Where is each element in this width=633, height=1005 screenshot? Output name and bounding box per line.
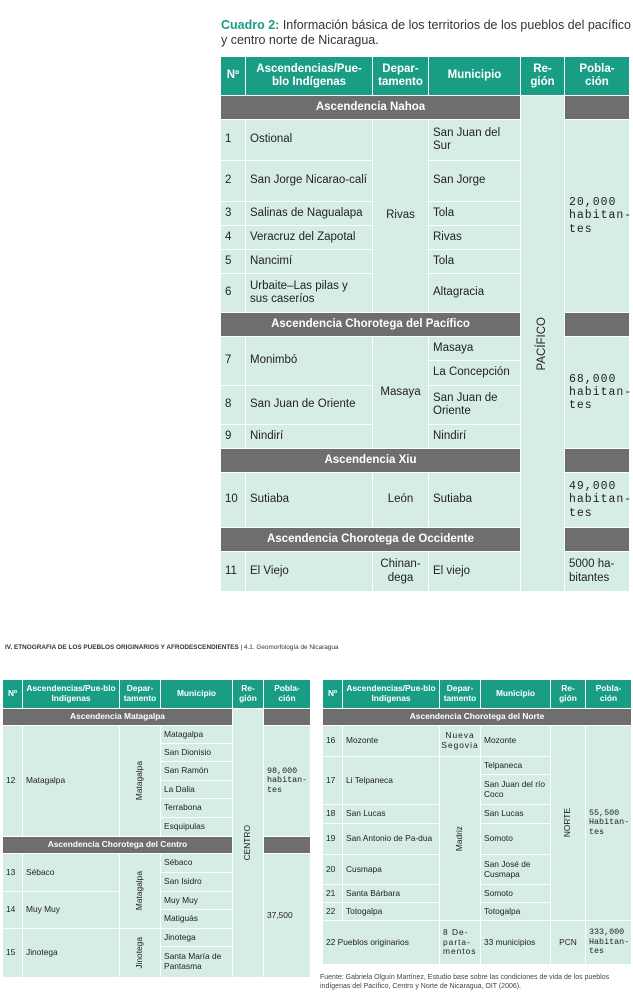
col-header-poblacion: Pobla-ción [586,680,631,708]
row-municipio: Somoto [481,885,550,902]
row-pueblo: El Viejo [246,552,372,591]
departamento-label: Madriz [454,825,465,852]
departamento-cell: Masaya [373,337,428,448]
row-num: 11 [221,552,245,591]
group-header-pad [264,837,310,853]
col-header-num: Nº [221,57,245,95]
poblacion-cell: 55,500 Habitan-tes [586,726,631,920]
row-municipio: Masaya [429,337,520,360]
row-pueblo: Totogalpa [343,903,439,920]
col-header-pueblo: Ascendencias/Pue-blo Indígenas [23,680,119,708]
row-pueblo: San Antonio de Pa-dua [343,824,439,854]
row-num: 22 [323,903,342,920]
table-title-label: Cuadro 2: [221,18,280,32]
row-municipio: Rivas [429,226,520,249]
departamento-cell [440,757,480,920]
total-num: 22 [326,936,336,947]
row-num: 8 [221,386,245,424]
total-departamentos: 8 De-parta-mentos [440,921,480,964]
table-title-text: Información básica de los territorios de los pueblos del pacífico y centro norte de Nicaragua. [221,18,631,47]
row-municipio: Sébaco [161,854,232,872]
row-num: 4 [221,226,245,249]
row-num: 15 [3,929,22,977]
row-pueblo: Veracruz del Zapotal [246,226,372,249]
row-municipio: Terrabona [161,799,232,817]
total-pueblos [323,921,439,964]
row-pueblo: Sébaco [23,854,119,891]
row-municipio: Sutiaba [429,473,520,527]
row-num: 9 [221,425,245,448]
row-num: 14 [3,892,22,928]
section-title: IV. ETNOGRAFIA DE LOS PUEBLOS ORIGINARIOS Y AFRODESCENDIENTES [5,644,239,651]
group-header: Ascendencia Matagalpa [3,709,232,725]
row-pueblo: Santa Bárbara [343,885,439,902]
row-municipio: San Lucas [481,805,550,823]
row-municipio: San Juan del río Coco [481,775,550,804]
row-num: 17 [323,757,342,804]
col-header-municipio: Municipio [161,680,232,708]
row-pueblo: Ostional [246,120,372,160]
col-header-departamento: Depar-tamento [373,57,428,95]
group-header-pad [565,313,629,336]
departamento-cell [120,726,160,836]
row-num: 20 [323,855,342,884]
group-header-pad [565,96,629,119]
row-pueblo: Nancimí [246,250,372,273]
row-municipio: Esquipulas [161,818,232,836]
poblacion-cell: 5000 ha-bitantes [565,552,629,591]
row-municipio: Muy Muy [161,892,232,909]
row-num: 6 [221,274,245,312]
region-label: NORTE [562,808,573,838]
row-municipio: Jinotega [161,929,232,946]
section-subtitle: | 4.1. Geomorfología de Nicaragua [238,644,339,651]
row-pueblo: Monimbó [246,337,372,385]
row-pueblo: San Jorge Nicarao-calí [246,161,372,201]
row-pueblo: Jinotega [23,929,119,977]
region-label: CENTRO [242,825,253,861]
row-num: 16 [323,726,342,756]
departamento-cell: León [373,473,428,527]
row-municipio: San Ramón [161,762,232,780]
row-pueblo: Matagalpa [23,726,119,836]
region-cell [551,726,585,920]
row-municipio: Totogalpa [481,903,550,920]
col-header-pueblo: Ascendencias/Pue-blo Indígenas [343,680,439,708]
total-poblacion: 333,000 Habitan-tes [586,921,631,964]
group-header: Ascendencia Xiu [221,449,520,472]
row-num: 10 [221,473,245,527]
region-cell [521,96,564,591]
row-pueblo: Nindirí [246,425,372,448]
row-municipio: Somoto [481,824,550,854]
departamento-label: Matagalpa [134,761,145,801]
row-num: 18 [323,805,342,823]
region-cell [233,709,263,977]
row-municipio: San Dionisio [161,744,232,761]
row-municipio: San Jorge [429,161,520,201]
row-municipio: El viejo [429,552,520,591]
poblacion-cell: 49,000 habitan-tes [565,473,629,527]
row-pueblo: Urbaite–Las pilas y sus caseríos [246,274,372,312]
departamento-cell [120,854,160,928]
poblacion-cell: 98,000 habitan-tes [264,726,310,836]
row-num: 3 [221,202,245,225]
row-num: 12 [3,726,22,836]
col-header-num: Nº [323,680,342,708]
page-section-header [5,644,625,651]
row-pueblo: Salinas de Nagualapa [246,202,372,225]
row-pueblo: Mozonte [343,726,439,756]
row-num: 2 [221,161,245,201]
col-header-municipio: Municipio [481,680,550,708]
row-municipio: Tola [429,202,520,225]
departamento-cell: Nueva Segovia [440,726,480,756]
total-municipios: 33 municipios [481,921,550,964]
region-label: PACÍFICO [535,316,548,371]
row-num: 1 [221,120,245,160]
col-header-region: Re-gión [521,57,564,95]
poblacion-cell: 68,000 habitan-tes [565,337,629,448]
row-pueblo: Muy Muy [23,892,119,928]
row-pueblo: Sutiaba [246,473,372,527]
row-municipio: San José de Cusmapa [481,855,550,884]
poblacion-cell: 20,000 habitan-tes [565,120,629,312]
row-municipio: San Juan de Oriente [429,386,520,424]
row-municipio: Nindirí [429,425,520,448]
group-header: Ascendencia Chorotega de Occidente [221,528,520,551]
departamento-cell: Chinan-dega [373,552,428,591]
row-num: 7 [221,337,245,385]
group-header: Ascendencia Chorotega del Centro [3,837,232,853]
departamento-label: Matagalpa [134,871,145,911]
poblacion-cell: 37,500 [264,854,310,977]
col-header-region: Re-gión [551,680,585,708]
total-region: PCN [551,921,585,964]
row-municipio: San Juan del Sur [429,120,520,160]
row-num: 21 [323,885,342,902]
departamento-label: Jinotega [134,937,145,969]
group-header-pad [264,709,310,725]
row-pueblo: San Juan de Oriente [246,386,372,424]
col-header-municipio: Municipio [429,57,520,95]
departamento-cell [120,929,160,977]
group-header: Ascendencia Chorotega del Norte [323,709,631,725]
row-num: 19 [323,824,342,854]
row-municipio: La Concepción [429,361,520,385]
group-header-pad [565,449,629,472]
col-header-departamento: Depar-tamento [120,680,160,708]
row-municipio: Matagalpa [161,726,232,743]
row-municipio: Mozonte [481,726,550,756]
col-header-poblacion: Pobla-ción [264,680,310,708]
row-pueblo: Cusmapa [343,855,439,884]
row-pueblo: Li Telpaneca [343,757,439,804]
row-municipio: Tola [429,250,520,273]
departamento-cell: Rivas [373,120,428,312]
col-header-num: Nº [3,680,22,708]
col-header-region: Re-gión [233,680,263,708]
row-municipio: Matiguás [161,910,232,928]
col-header-pueblo: Ascendencias/Pue-blo Indígenas [246,57,372,95]
row-municipio: La Dalia [161,781,232,798]
row-municipio: Telpaneca [481,757,550,774]
row-municipio: Altagracia [429,274,520,312]
group-header-pad [565,528,629,551]
col-header-departamento: Depar-tamento [440,680,480,708]
row-municipio: San Isidro [161,873,232,891]
group-header: Ascendencia Nahoa [221,96,520,119]
row-num: 13 [3,854,22,891]
group-header: Ascendencia Chorotega del Pacífico [221,313,520,336]
total-label: Pueblos originarios [337,936,409,947]
row-municipio: Santa María de Pantasma [161,947,232,977]
row-num: 5 [221,250,245,273]
table-title [221,18,631,48]
row-pueblo: San Lucas [343,805,439,823]
col-header-poblacion: Pobla-ción [565,57,629,95]
source-note: Fuente: Gabriela Olguín Martínez, Estudio base sobre las condiciones de vida de los pueblos indígenas del Pacífico, Centro y Norte de Nicaragua, OIT (2006). [320,974,610,990]
